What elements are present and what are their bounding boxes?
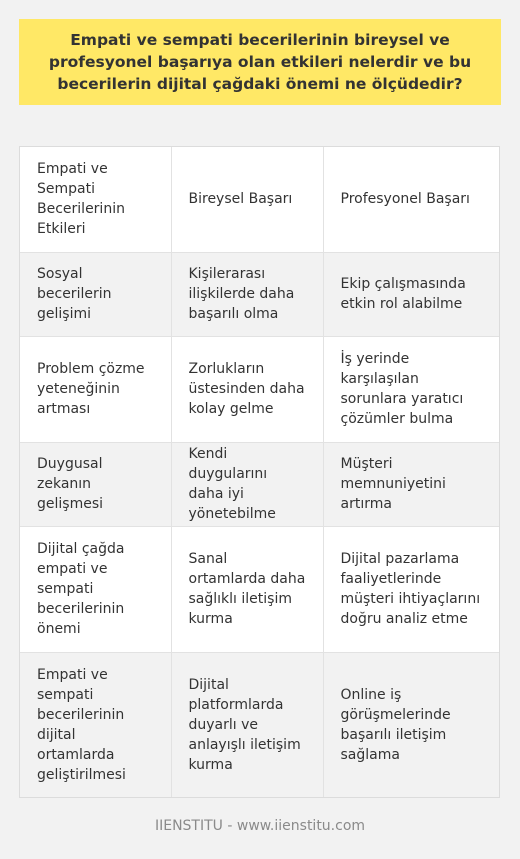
header-cell: Profesyonel Başarı xyxy=(323,147,499,252)
table-cell: Sanal ortamlarda daha sağlıklı iletişim kurma xyxy=(171,526,323,652)
table-row xyxy=(20,652,499,797)
table-row xyxy=(20,252,499,336)
table-cell: Dijital çağda empati ve sempati becerilerinin önemi xyxy=(20,526,171,652)
table-row xyxy=(20,526,499,652)
table-cell: Ekip çalışmasında etkin rol alabilme xyxy=(323,252,499,336)
table-cell: Online iş görüşmelerinde başarılı iletişim sağlama xyxy=(323,652,499,797)
table-cell: Müşteri memnuniyetini artırma xyxy=(323,442,499,526)
footer-credit: IIENSTITU - www.iienstitu.com xyxy=(154,818,366,834)
table-row xyxy=(20,442,499,526)
table-header-row xyxy=(20,147,499,252)
table-cell: Dijital pazarlama faaliyetlerinde müşteri ihtiyaçlarını doğru analiz etme xyxy=(323,526,499,652)
header-cell: Empati ve Sempati Becerilerinin Etkileri xyxy=(20,147,171,252)
table-cell: İş yerinde karşılaşılan sorunlara yaratıcı çözümler bulma xyxy=(323,336,499,442)
page-title: Empati ve sempati becerilerinin bireysel ve profesyonel başarıya olan etkileri nelerdir ve bu becerilerin dijital çağdaki önemi ne ölçüdedir? xyxy=(48,31,472,93)
title-banner xyxy=(19,19,501,105)
table-cell: Duygusal zekanın gelişmesi xyxy=(20,442,171,526)
table-cell: Kendi duygularını daha iyi yönetebilme xyxy=(171,442,323,526)
table-cell: Zorlukların üstesinden daha kolay gelme xyxy=(171,336,323,442)
comparison-table xyxy=(19,146,500,798)
table-cell: Kişilerarası ilişkilerde daha başarılı olma xyxy=(171,252,323,336)
table-cell: Problem çözme yeteneğinin artması xyxy=(20,336,171,442)
table-cell: Empati ve sempati becerilerinin dijital ortamlarda geliştirilmesi xyxy=(20,652,171,797)
table-row xyxy=(20,336,499,442)
table-cell: Dijital platformlarda duyarlı ve anlayışlı iletişim kurma xyxy=(171,652,323,797)
table-cell: Sosyal becerilerin gelişimi xyxy=(20,252,171,336)
header-cell: Bireysel Başarı xyxy=(171,147,323,252)
